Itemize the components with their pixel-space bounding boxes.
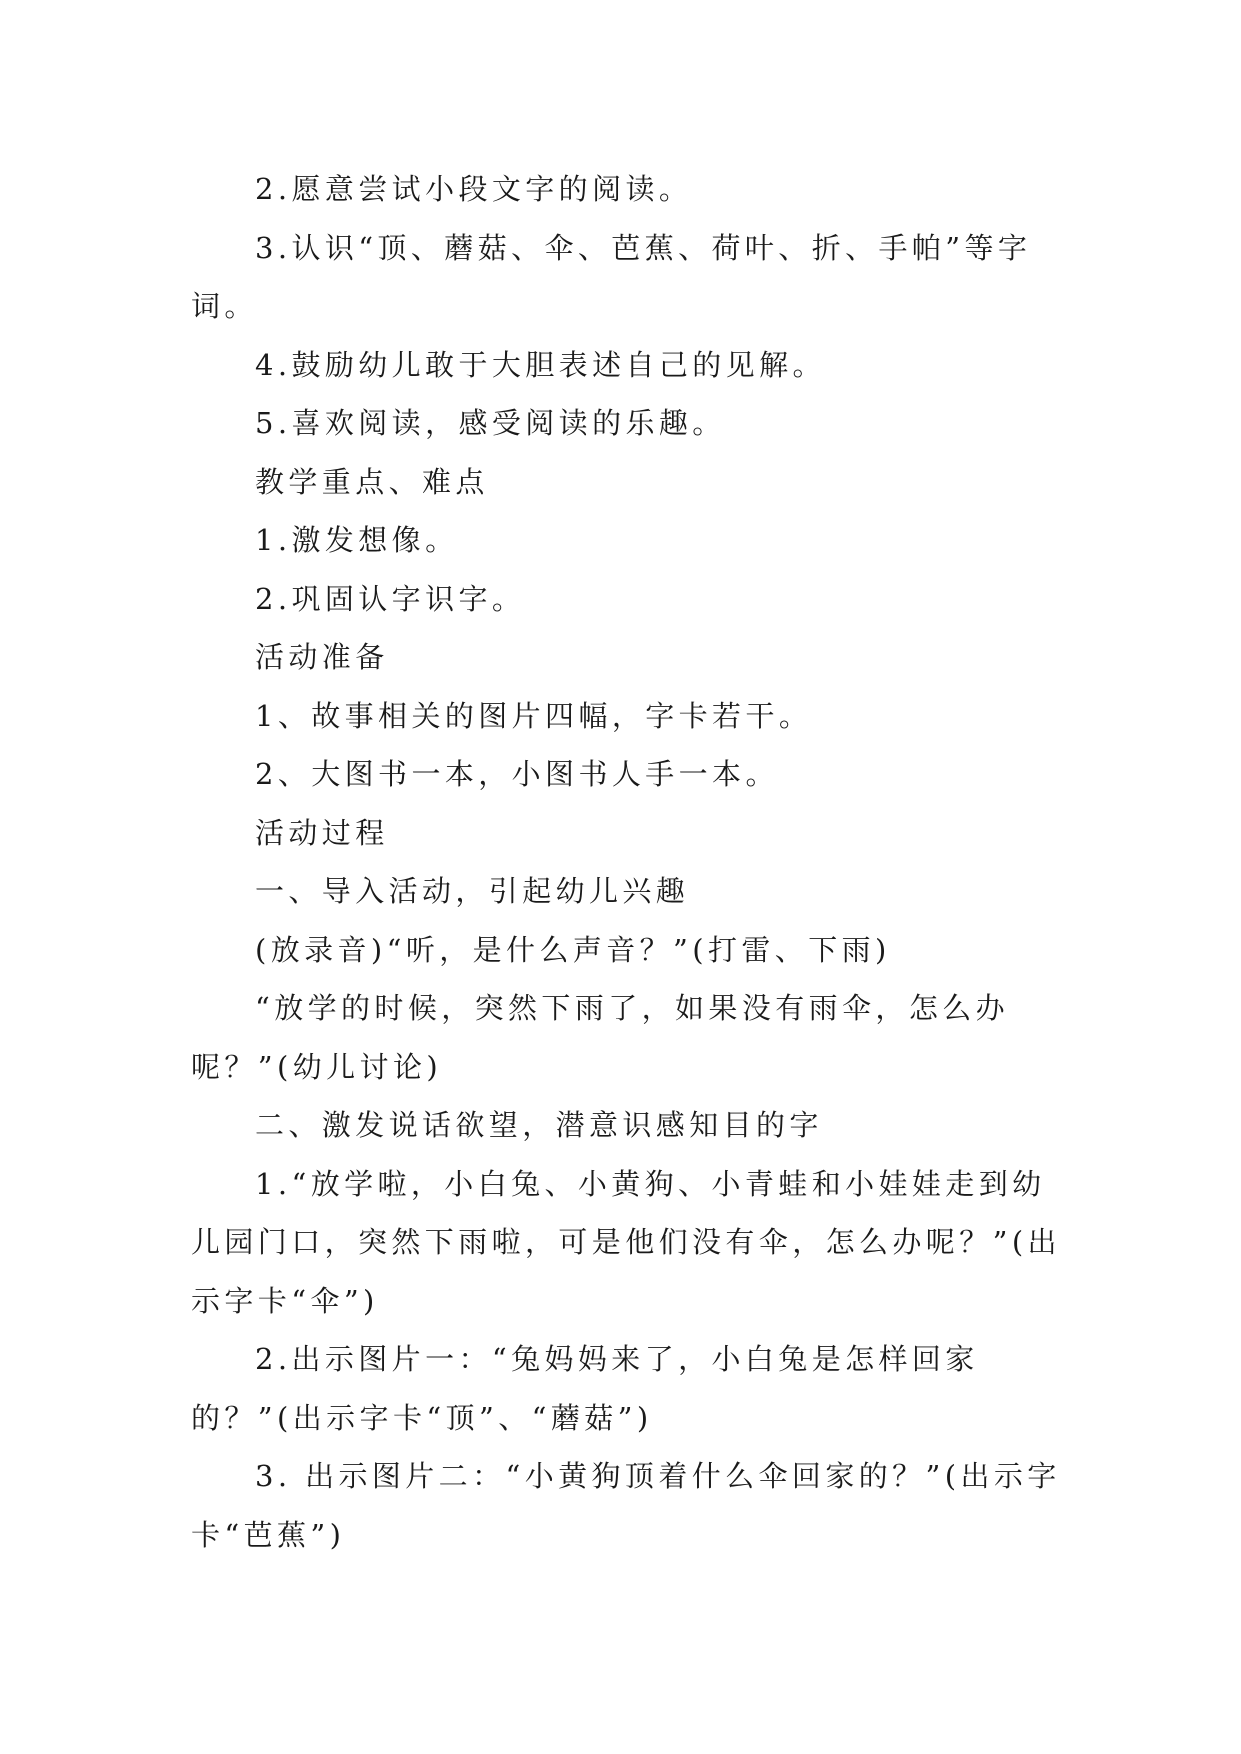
paragraph-step-2-item-3: 3. 出示图片二：“小黄狗顶着什么伞回家的？”(出示字卡“芭蕉”) (191, 1459, 1061, 1552)
section-heading-process: 活动过程 (255, 815, 389, 850)
paragraph-step-1-heading: 一、导入活动，引起幼儿兴趣 (255, 874, 690, 908)
paragraph-step-2-heading: 二、激发说话欲望，潜意识感知目的字 (255, 1108, 823, 1142)
paragraph-step-1-audio: (放录音)“听，是什么声音？”(打雷、下雨) (255, 932, 891, 967)
section-heading-preparation: 活动准备 (255, 640, 389, 674)
paragraph-objective-4: 4.鼓励幼儿敢于大胆表述自己的见解。 (255, 347, 826, 382)
paragraph-objective-3: 3.认识“顶、蘑菇、伞、芭蕉、荷叶、折、手帕”等字词。 (191, 230, 1032, 323)
paragraph-objective-5: 5.喜欢阅读，感受阅读的乐趣。 (255, 406, 726, 440)
paragraph-objective-2: 2.愿意尝试小段文字的阅读。 (255, 172, 693, 206)
paragraph-step-2-item-1: 1.“放学啦，小白兔、小黄狗、小青蛙和小娃娃走到幼儿园门口，突然下雨啦，可是他们没有伞，怎么办呢？”(出示字卡“伞”) (191, 1166, 1061, 1318)
paragraph-key-point-2: 2.巩固认字识字。 (255, 581, 526, 616)
paragraph-key-point-1: 1.激发想像。 (255, 523, 459, 557)
paragraph-preparation-1: 1、故事相关的图片四幅，字卡若干。 (255, 698, 813, 733)
paragraph-preparation-2: 2、大图书一本，小图书人手一本。 (255, 757, 779, 791)
document-body (191, 160, 1061, 1564)
section-heading-key-points: 教学重点、难点 (255, 464, 489, 499)
paragraph-step-2-item-2: 2.出示图片一：“兔妈妈来了，小白兔是怎样回家的？”(出示字卡“顶”、“蘑菇”) (191, 1342, 979, 1435)
paragraph-step-1-discussion: “放学的时候，突然下雨了，如果没有雨伞，怎么办呢？”(幼儿讨论) (191, 991, 1010, 1084)
